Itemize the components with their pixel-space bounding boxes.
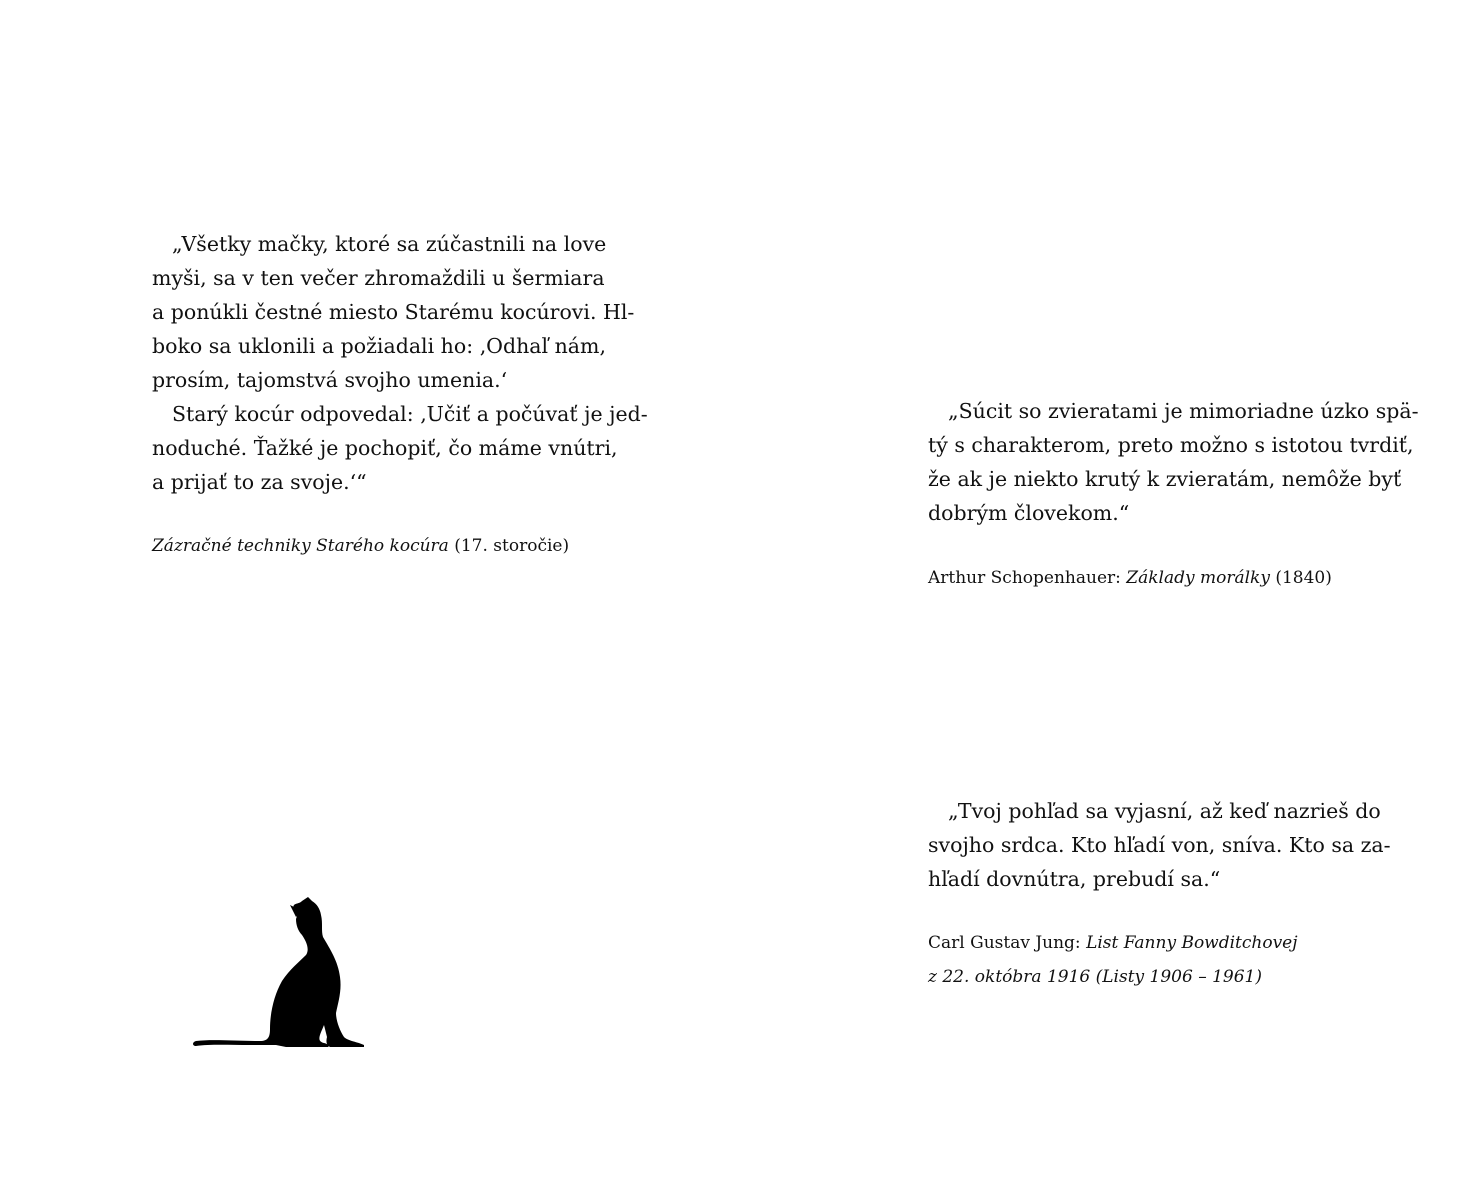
jung-quote xyxy=(928,794,1391,896)
quote-line: a prijať to za svoje.‘“ xyxy=(152,470,367,494)
quote-line: „Súcit so zvieratami je mimoriadne úzko spä- xyxy=(948,399,1419,423)
quote-line: a ponúkli čestné miesto Starému kocúrovi. Hl- xyxy=(152,300,635,324)
cat-quote xyxy=(152,227,648,499)
quote-line: myši, sa v ten večer zhromaždili u šermiara xyxy=(152,266,605,290)
quote-source xyxy=(928,561,1332,595)
quote-line: „Všetky mačky, ktoré sa zúčastnili na love xyxy=(172,232,607,256)
source-date: z 22. októbra 1916 (Listy 1906 – 1961) xyxy=(928,967,1263,987)
quote-line: dobrým človekom.“ xyxy=(928,501,1130,525)
source-title: List Fanny Bowditchovej xyxy=(1086,933,1298,953)
quote-line: Starý kocúr odpovedal: ‚Učiť a počúvať je jed- xyxy=(172,402,648,426)
right-page xyxy=(738,0,1476,1181)
quote-line: že ak je niekto krutý k zvieratám, nemôže byť xyxy=(928,467,1402,491)
schopenhauer-quote xyxy=(928,394,1419,530)
quote-line: prosím, tajomstvá svojho umenia.‘ xyxy=(152,368,508,392)
source-title: Zázračné techniky Starého kocúra xyxy=(152,536,449,556)
quote-line: svojho srdca. Kto hľadí von, sníva. Kto sa za- xyxy=(928,833,1391,857)
quote-source xyxy=(928,926,1298,994)
quote-line: hľadí dovnútra, prebudí sa.“ xyxy=(928,867,1221,891)
cat-silhouette-icon xyxy=(190,895,370,1050)
quote-source xyxy=(152,529,569,563)
source-title: Základy morálky xyxy=(1126,568,1270,588)
quote-line: „Tvoj pohľad sa vyjasní, až keď nazrieš do xyxy=(948,799,1381,823)
source-author: Arthur Schopenhauer: xyxy=(928,568,1121,588)
quote-line: tý s charakterom, preto možno s istotou tvrdiť, xyxy=(928,433,1414,457)
quote-line: noduché. Ťažké je pochopiť, čo máme vnútri, xyxy=(152,436,618,460)
source-date: (1840) xyxy=(1275,568,1332,588)
quote-line: boko sa uklonili a požiadali ho: ‚Odhaľ nám, xyxy=(152,334,606,358)
source-author: Carl Gustav Jung: xyxy=(928,933,1081,953)
source-date: (17. storočie) xyxy=(454,536,570,556)
